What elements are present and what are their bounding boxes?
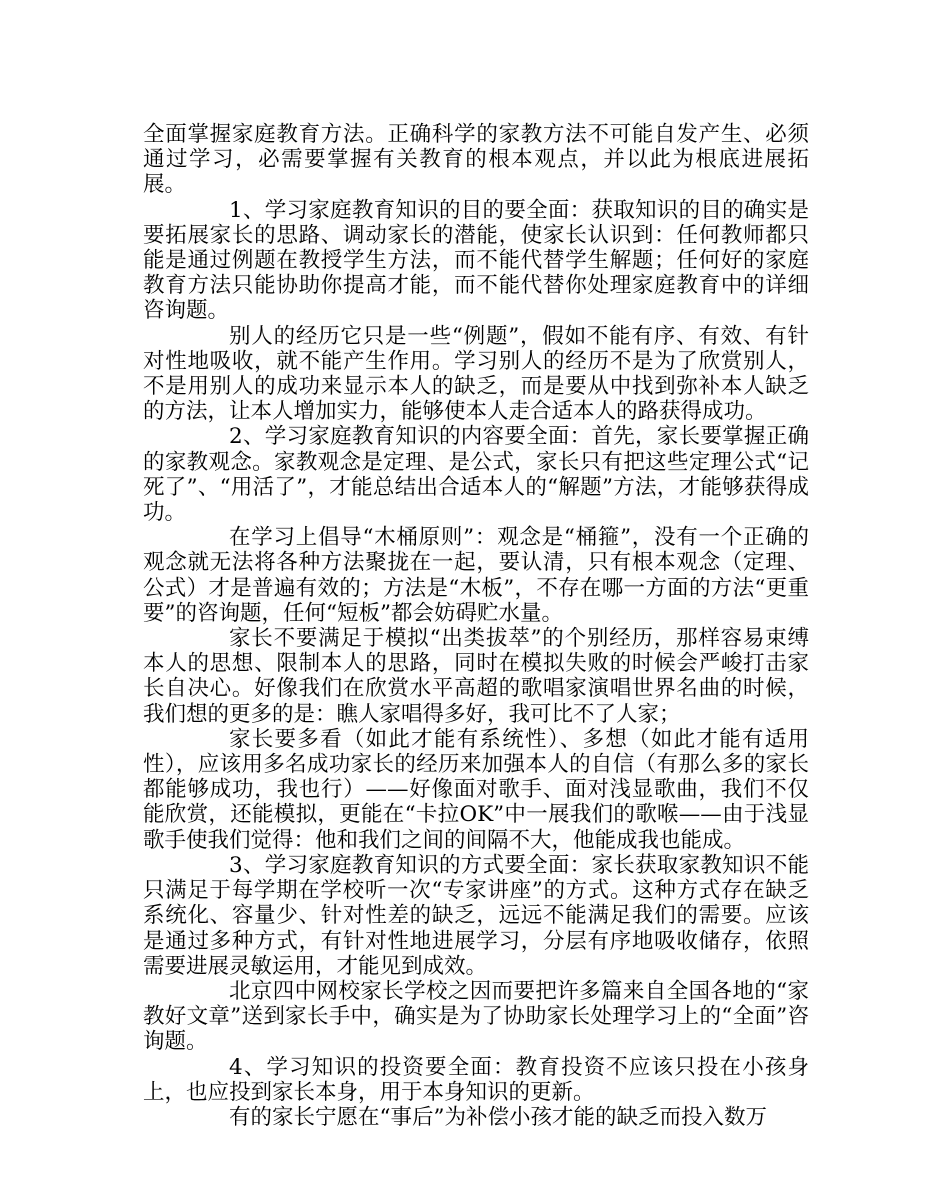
paragraph: 有的家长宁愿在“事后”为补偿小孩才能的缺乏而投入数万 [229, 1104, 767, 1130]
paragraph: 全面掌握家庭教育方法。正确科学的家教方法不可能自发产生、必须通过学习，必需要掌握有关教育的根本观点，并以此为根底进展拓展。 [143, 122, 809, 198]
paragraph: 2、学习家庭教育知识的内容要全面：首先，家长要掌握正确的家教观念。家教观念是定理、是公式，家长只有把这些定理公式“记死了”、“用活了”，才能总结出合适本人的“解题”方法，才能够获得成功。 [143, 424, 809, 526]
paragraph: 家长要多看（如此才能有系统性）、多想（如此才能有适用性），应该用多名成功家长的经历来加强本人的自信（有那么多的家长都能够成功，我也行）——好像面对歌手、面对浅显歌曲，我们不仅能欣赏，还能模拟，更能在“卡拉OK”中一展我们的歌喉——由于浅显歌手使我们觉得：他和我们之间的间隔不大，他能成我也能成。 [143, 726, 809, 853]
paragraph: 4、学习知识的投资要全面：教育投资不应该只投在小孩身上，也应投到家长本身，用于本身知识的更新。 [143, 1054, 809, 1105]
paragraph: 在学习上倡导“木桶原则”：观念是“桶箍”，没有一个正确的观念就无法将各种方法聚拢在一起，要认清，只有根本观念（定理、公式）才是普遍有效的；方法是“木板”，不存在哪一方面的方法“更重要”的咨询题，任何“短板”都会妨碍贮水量。 [143, 525, 809, 626]
paragraph: 家长不要满足于模拟“出类拔萃”的个别经历，那样容易束缚本人的思想、限制本人的思路，同时在模拟失败的时候会严峻打击家长自决心。好像我们在欣赏水平高超的歌唱家演唱世界名曲的时候，我们想的更多的是：瞧人家唱得多好，我可比不了人家； [143, 626, 809, 727]
paragraph: 北京四中网校家长学校之因而要把许多篇来自全国各地的“家教好文章”送到家长手中，确实是为了协助家长处理学习上的“全面”咨询题。 [143, 978, 809, 1055]
document-page [143, 122, 809, 1130]
paragraph: 3、学习家庭教育知识的方式要全面：家长获取家教知识不能只满足于每学期在学校听一次“专家讲座”的方式。这种方式存在缺乏系统化、容量少、针对性差的缺乏，远远不能满足我们的需要。应该是通过多种方式，有针对性地进展学习，分层有序地吸收储存，依照需要进展灵敏运用，才能见到成效。 [143, 852, 809, 979]
paragraph: 1、学习家庭教育知识的目的要全面：获取知识的目的确实是要拓展家长的思路、调动家长的潜能，使家长认识到：任何教师都只能是通过例题在教授学生方法，而不能代替学生解题；任何好的家庭教育方法只能协助你提高才能，而不能代替你处理家庭教育中的详细咨询题。 [143, 197, 809, 324]
paragraph: 别人的经历它只是一些“例题”，假如不能有序、有效、有针对性地吸收，就不能产生作用。学习别人的经历不是为了欣赏别人，不是用别人的成功来显示本人的缺乏，而是要从中找到弥补本人缺乏的方法，让本人增加实力，能够使本人走合适本人的路获得成功。 [143, 323, 809, 425]
